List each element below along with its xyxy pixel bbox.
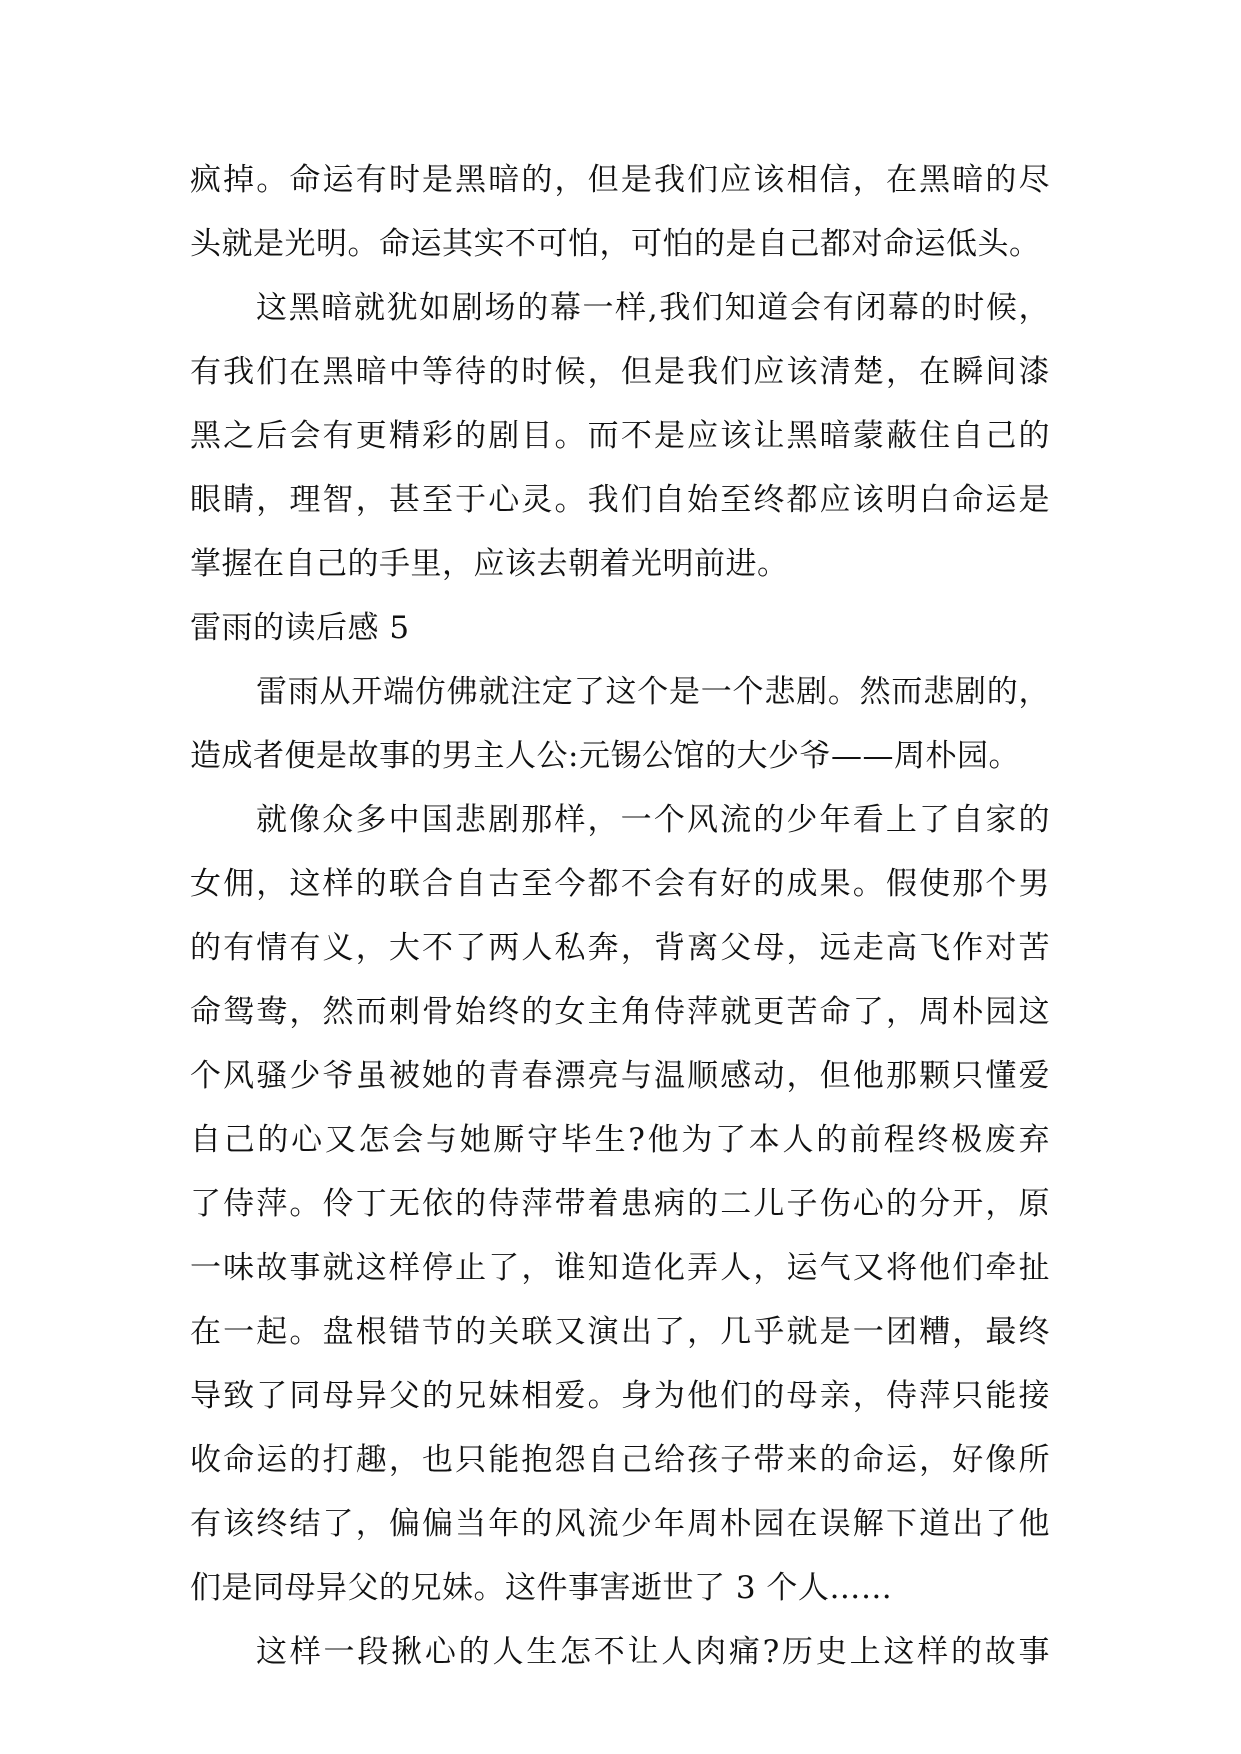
- text-line: 命鸳鸯，然而刺骨始终的女主角侍萍就更苦命了，周朴园这: [190, 994, 1050, 1030]
- text-line: 掌握在自己的手里，应该去朝着光明前进。: [190, 546, 789, 582]
- text-line: 的有情有义，大不了两人私奔，背离父母，远走高飞作对苦: [190, 930, 1050, 966]
- text-line: 这样一段揪心的人生怎不让人肉痛?历史上这样的故事: [256, 1634, 1050, 1670]
- text-line: 女佣，这样的联合自古至今都不会有好的成果。假使那个男: [190, 866, 1050, 902]
- text-line: 疯掉。命运有时是黑暗的，但是我们应该相信，在黑暗的尽: [190, 162, 1050, 198]
- text-line: 雷雨从开端仿佛就注定了这个是一个悲剧。然而悲剧的，: [256, 674, 1050, 710]
- text-line: 这黑暗就犹如剧场的幕一样,我们知道会有闭幕的时候，: [256, 290, 1050, 326]
- text-line: 收命运的打趣，也只能抱怨自己给孩子带来的命运，好像所: [190, 1442, 1050, 1478]
- section-heading: 雷雨的读后感 5: [190, 610, 410, 646]
- text-line: 一味故事就这样停止了，谁知造化弄人，运气又将他们牵扯: [190, 1250, 1050, 1286]
- text-line: 头就是光明。命运其实不可怕，可怕的是自己都对命运低头。: [190, 226, 1041, 262]
- text-line: 眼睛，理智，甚至于心灵。我们自始至终都应该明白命运是: [190, 482, 1050, 518]
- paragraph: [190, 660, 1050, 788]
- text-line: 有该终结了，偏偏当年的风流少年周朴园在误解下道出了他: [190, 1506, 1050, 1542]
- document-body: [190, 148, 1050, 1684]
- text-line: 个风骚少爷虽被她的青春漂亮与温顺感动，但他那颗只懂爱: [190, 1058, 1050, 1094]
- text-line: 们是同母异父的兄妹。这件事害逝世了 3 个人……: [190, 1570, 893, 1606]
- text-line: 有我们在黑暗中等待的时候，但是我们应该清楚，在瞬间漆: [190, 354, 1050, 390]
- paragraph: [190, 276, 1050, 596]
- text-line: 自己的心又怎会与她厮守毕生?他为了本人的前程终极废弃: [190, 1122, 1050, 1158]
- text-line: 了侍萍。伶丁无依的侍萍带着患病的二儿子伤心的分开，原: [190, 1186, 1050, 1222]
- paragraph: [190, 1620, 1050, 1684]
- text-line: 就像众多中国悲剧那样，一个风流的少年看上了自家的: [256, 802, 1050, 838]
- text-line: 导致了同母异父的兄妹相爱。身为他们的母亲，侍萍只能接: [190, 1378, 1050, 1414]
- paragraph: [190, 788, 1050, 1620]
- text-line: 造成者便是故事的男主人公:元锡公馆的大少爷——周朴园。: [190, 738, 1020, 774]
- text-line: 在一起。盘根错节的关联又演出了，几乎就是一团糟，最终: [190, 1314, 1050, 1350]
- paragraph: [190, 148, 1050, 276]
- text-line: 黑之后会有更精彩的剧目。而不是应该让黑暗蒙蔽住自己的: [190, 418, 1050, 454]
